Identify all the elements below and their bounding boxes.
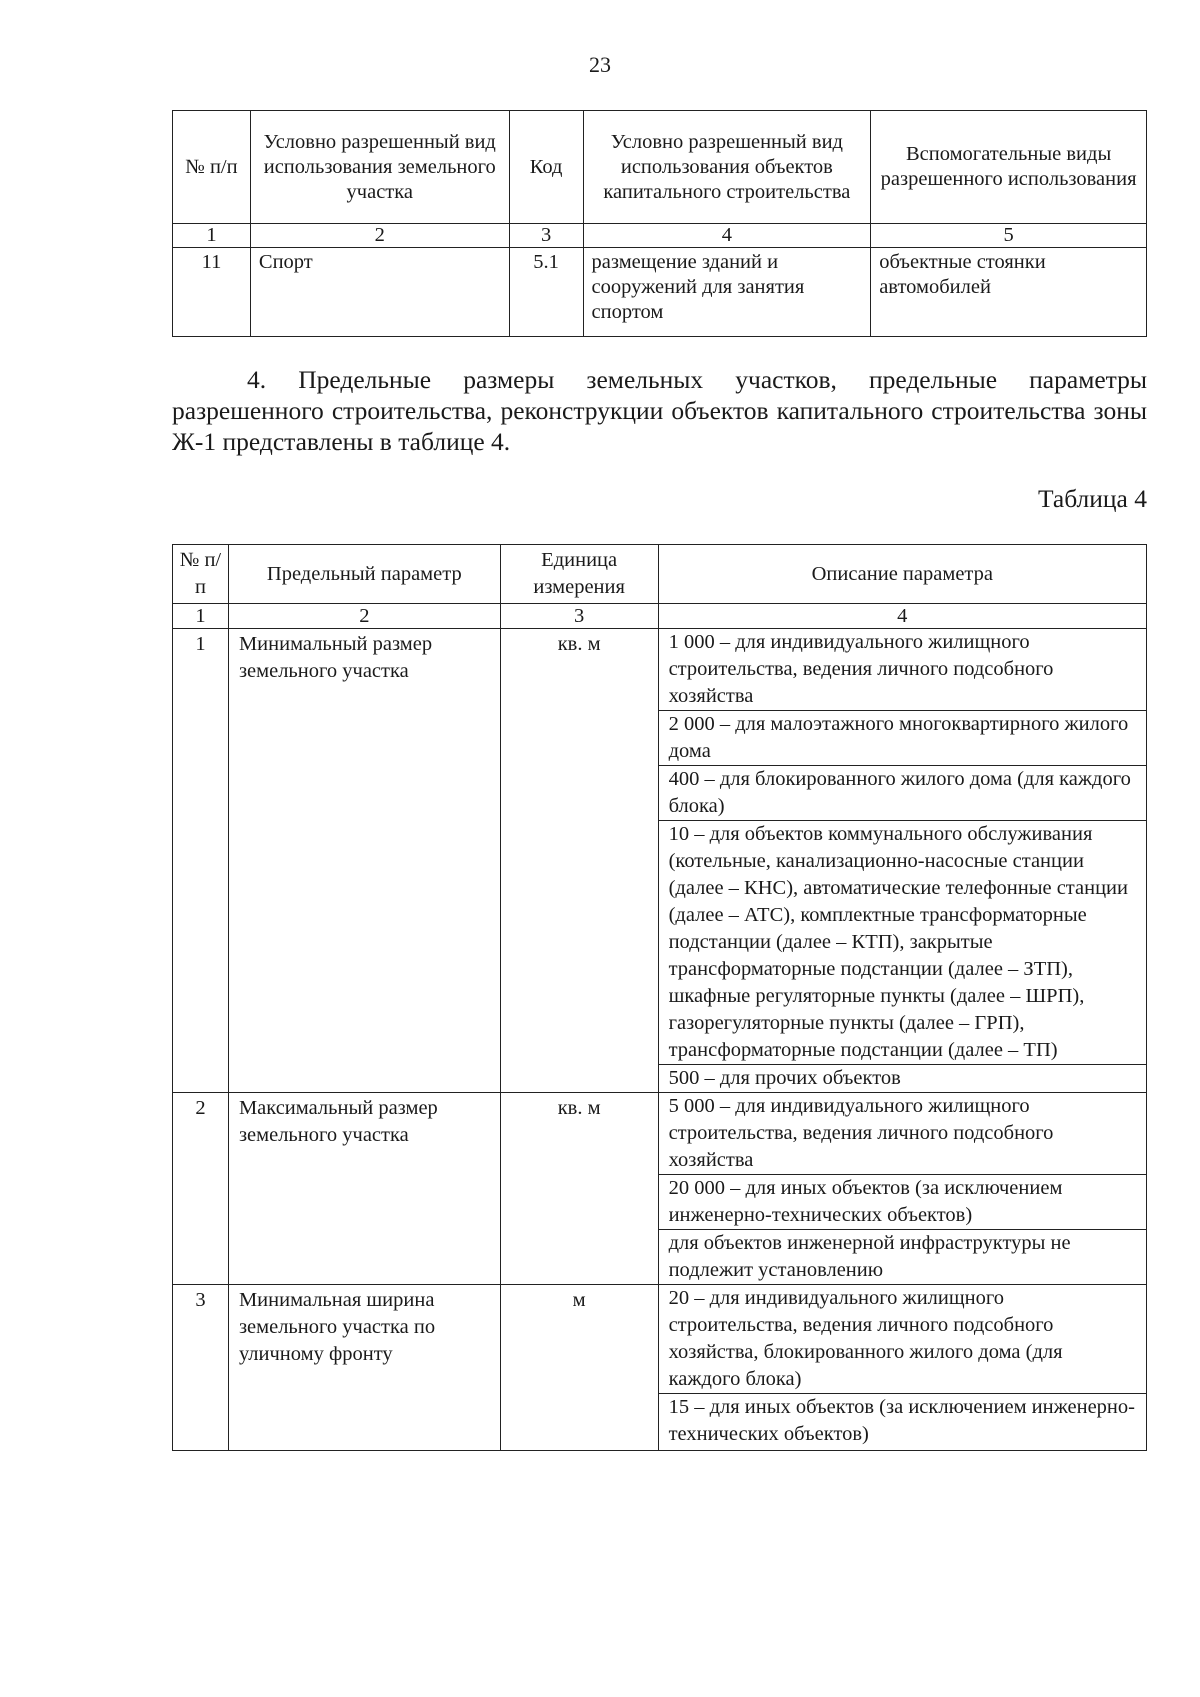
description-cell: 400 – для блокированного жилого дома (для каждого блока) — [658, 766, 1146, 821]
limit-parameters-table — [172, 544, 1147, 1451]
table-header-row — [173, 545, 1147, 604]
code-cell: 5.1 — [509, 248, 583, 337]
header-cell: № п/п — [173, 111, 251, 224]
column-number-row — [173, 224, 1147, 248]
table-row — [173, 629, 1147, 711]
description-cell: 2 000 – для малоэтажного многоквартирного жилого дома — [658, 711, 1146, 766]
description-cell: 5 000 – для индивидуального жилищного строительства, ведения личного подсобного хозяйства — [658, 1093, 1146, 1175]
column-number: 1 — [173, 224, 251, 248]
parameter-name: Минимальный размер земельного участка — [228, 629, 500, 1093]
column-number: 3 — [500, 604, 658, 629]
header-cell: № п/п — [173, 545, 229, 604]
unit-cell: кв. м — [500, 1093, 658, 1285]
section-paragraph — [172, 364, 1147, 457]
land-use-cell: Спорт — [250, 248, 509, 337]
description-cell: 500 – для прочих объектов — [658, 1065, 1146, 1093]
table-header-row — [173, 111, 1147, 224]
description-cell: 10 – для объектов коммунального обслуживания (котельные, канализационно-насосные станции (далее – КНС), автоматические телефонные станции (далее – АТС), комплектные трансформаторные подстанции (далее – КТП), закрытые трансформаторные подстанции (далее – ЗТП), шкафные регуляторные пункты (далее – ШРП), газорегуляторные пункты (далее – ГРП), трансформаторные подстанции (далее – ТП) — [658, 821, 1146, 1065]
column-number-row — [173, 604, 1147, 629]
row-number: 3 — [173, 1285, 229, 1451]
capital-use-cell: размещение зданий и сооружений для занятия спортом — [583, 248, 871, 337]
header-cell: Вспомогательные виды разрешенного использования — [871, 111, 1147, 224]
description-cell: 20 – для индивидуального жилищного строительства, ведения личного подсобного хозяйства, блокированного жилого дома (для каждого блока) — [658, 1285, 1146, 1394]
column-number: 4 — [658, 604, 1146, 629]
description-cell: 15 – для иных объектов (за исключением инженерно-технических объектов) — [658, 1394, 1146, 1451]
auxiliary-use-cell: объектные стоянки автомобилей — [871, 248, 1147, 337]
table-row — [173, 248, 1147, 337]
header-cell: Условно разрешенный вид использования земельного участка — [250, 111, 509, 224]
column-number: 2 — [250, 224, 509, 248]
description-cell: 20 000 – для иных объектов (за исключением инженерно-технических объектов) — [658, 1175, 1146, 1230]
header-cell: Предельный параметр — [228, 545, 500, 604]
table-row — [173, 1093, 1147, 1175]
description-cell: 1 000 – для индивидуального жилищного строительства, ведения личного подсобного хозяйства — [658, 629, 1146, 711]
page-number: 23 — [589, 52, 611, 77]
row-number: 11 — [173, 248, 251, 337]
parameter-name: Максимальный размер земельного участка — [228, 1093, 500, 1285]
header-cell: Код — [509, 111, 583, 224]
header-cell: Описание параметра — [658, 545, 1146, 604]
column-number: 1 — [173, 604, 229, 629]
parameter-name: Минимальная ширина земельного участка по уличному фронту — [228, 1285, 500, 1451]
allowed-uses-table — [172, 110, 1147, 337]
row-number: 1 — [173, 629, 229, 1093]
paragraph-text: 4. Предельные размеры земельных участков, предельные параметры разрешенного строительства, реконструкции объектов капитального строительства зоны Ж-1 представлены в таблице 4. — [172, 365, 1147, 456]
column-number: 2 — [228, 604, 500, 629]
description-cell: для объектов инженерной инфраструктуры не подлежит установлению — [658, 1230, 1146, 1285]
unit-cell: кв. м — [500, 629, 658, 1093]
unit-cell: м — [500, 1285, 658, 1451]
table-caption: Таблица 4 — [1037, 484, 1147, 513]
header-cell: Единица измерения — [500, 545, 658, 604]
column-number: 3 — [509, 224, 583, 248]
column-number: 4 — [583, 224, 871, 248]
row-number: 2 — [173, 1093, 229, 1285]
header-cell: Условно разрешенный вид использования объектов капитального строительства — [583, 111, 871, 224]
table-row — [173, 1285, 1147, 1394]
column-number: 5 — [871, 224, 1147, 248]
